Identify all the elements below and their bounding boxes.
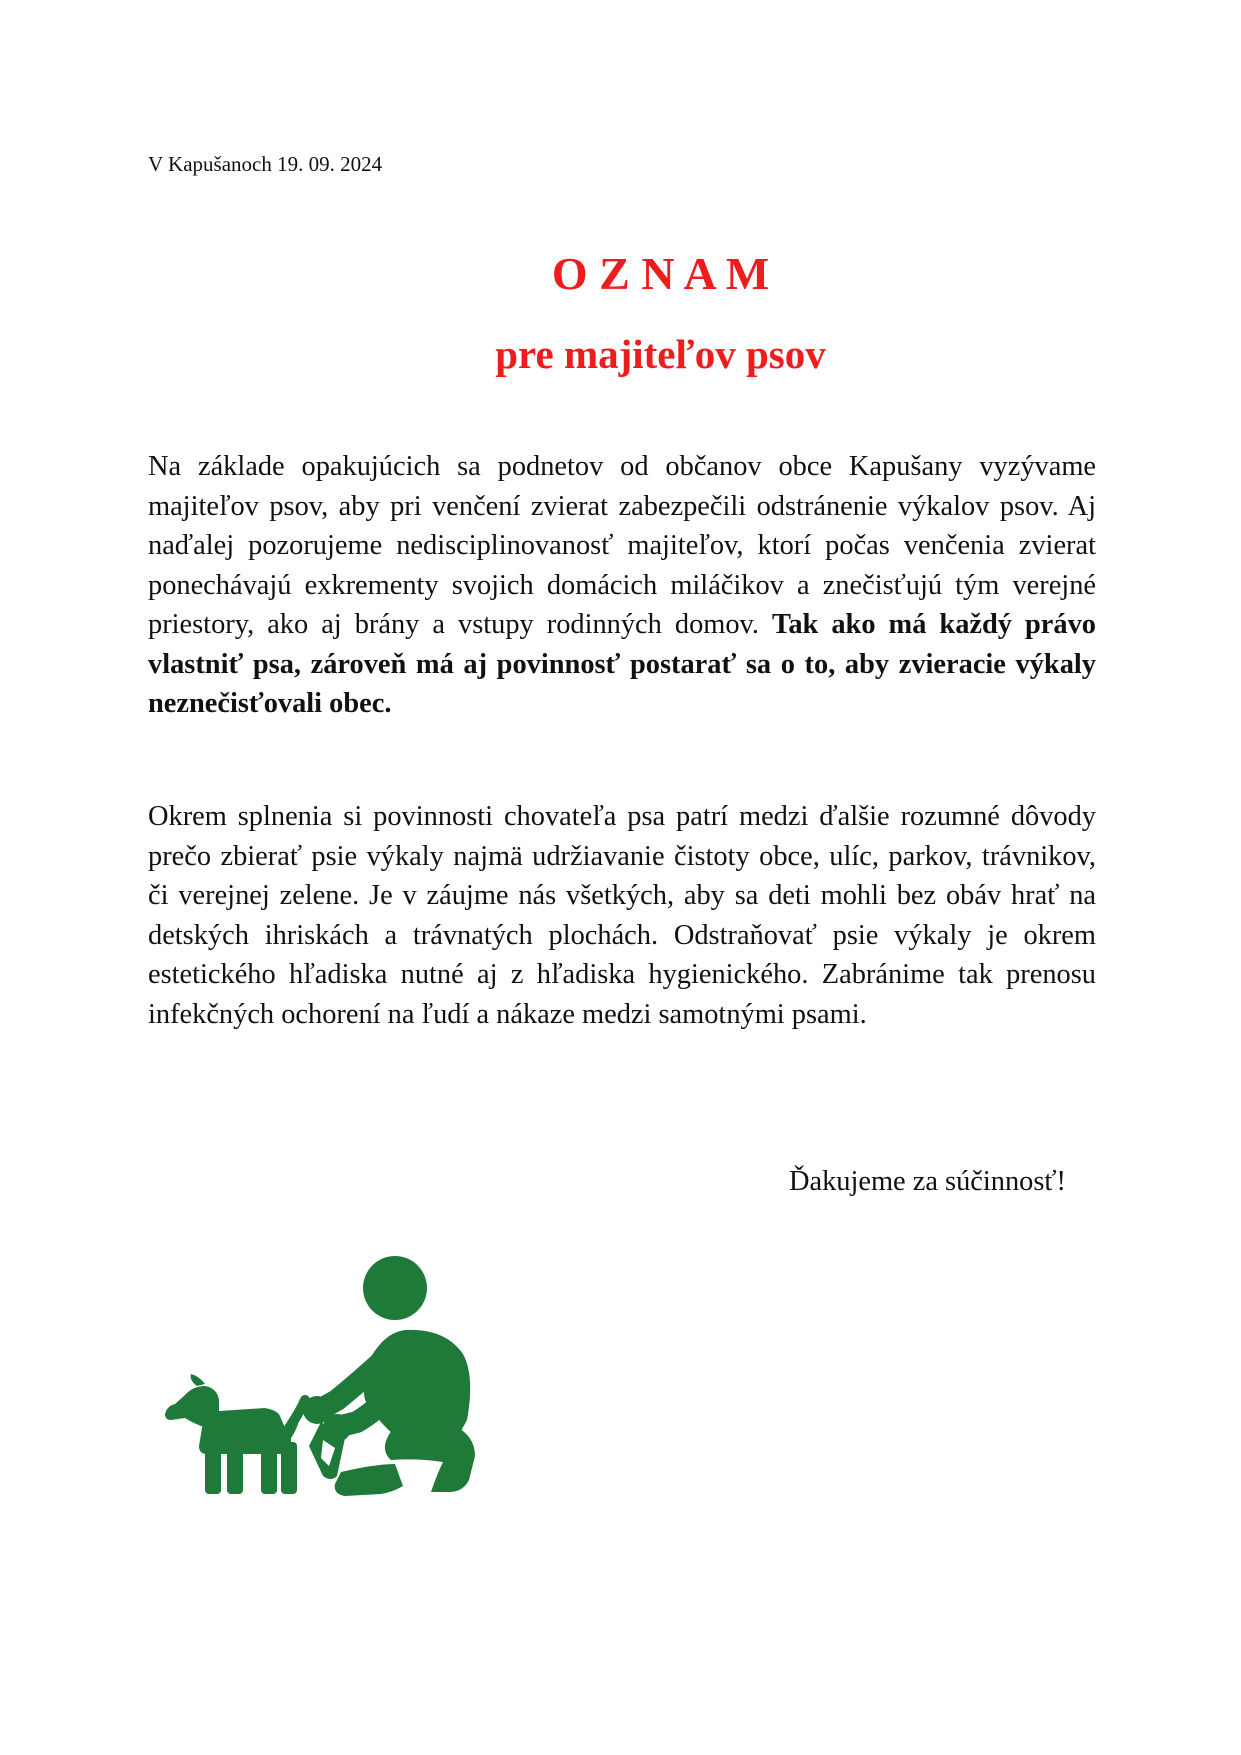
closing-thanks: Ďakujeme za súčinnosť! <box>788 1166 1066 1197</box>
date-line: V Kapušanoch 19. 09. 2024 <box>148 152 383 176</box>
paragraph-2: Okrem splnenia si povinnosti chovateľa psa patrí medzi ďalšie rozumné dôvody prečo zbierať psie výkaly najmä udržiavanie čistoty obce, ulíc, parkov, trávnikov, či verejnej zelene. Je v záujme nás všetkých, aby sa deti mohli bez obáv hrať na detských ihriskách a trávnatých plochách. Odstraňovať psie výkaly je okrem estetického hľadiska nutné aj z hľadiska hygienického. Zabránime tak prenosu infekčných ochorení na ľudí a nákaze medzi samotnými psami. <box>148 801 1096 1030</box>
dog-figure <box>165 1374 305 1494</box>
paragraph-1-bold-text: Tak ako má každý právo vlastniť psa, zároveň má aj povinnosť postarať sa o to, aby zvieracie výkaly neznečisťovali obec. <box>148 609 1096 719</box>
dog-waste-pickup-icon <box>145 1250 520 1530</box>
paragraph-1-text: Na základe opakujúcich sa podnetov od občanov obce Kapušany vyzývame majiteľov psov, aby pri venčení zvierat zabezpečili odstránenie výkalov psov. Aj naďalej pozorujeme nedisciplinovanosť majiteľov, ktorí počas venčenia zvierat ponechávajú exkrementy svojich domácich miláčikov a znečisťujú tým verejné priestory, ako aj brány a vstupy rodinných domov. <box>148 451 1096 640</box>
notice-title: O Z N A M <box>551 248 770 299</box>
paragraph-1 <box>148 447 1096 724</box>
person-figure <box>303 1256 475 1496</box>
notice-subtitle: pre majiteľov psov <box>495 331 826 377</box>
